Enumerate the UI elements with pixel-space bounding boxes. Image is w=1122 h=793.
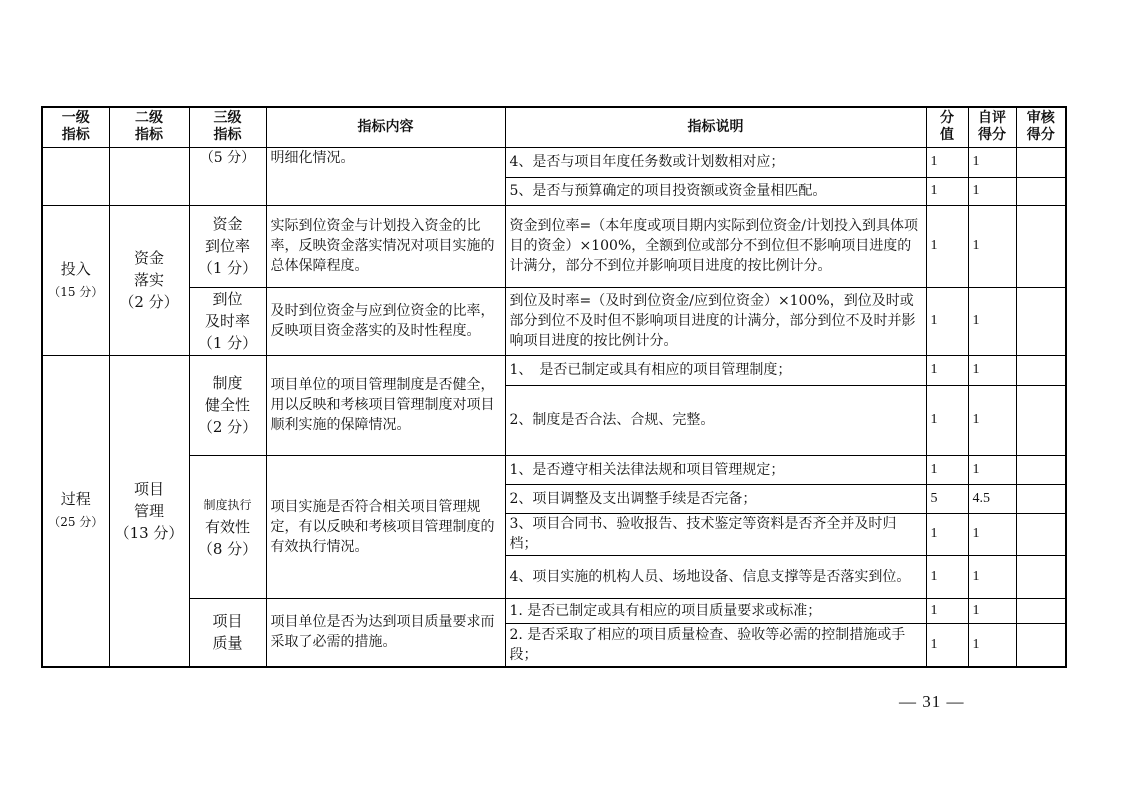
input-level1-score: （15 分） (48, 284, 104, 299)
input-level1-name: 投入 (60, 259, 91, 278)
audit-score-cell (1016, 287, 1066, 355)
cont-content-cell (266, 147, 505, 205)
cont-level2-cell (109, 147, 189, 205)
header-level2: 二级 指标 (109, 107, 189, 147)
description-cell: 2、制度是否合法、合规、完整。 (505, 385, 926, 455)
level3-name: 有效性 (204, 518, 250, 536)
input-level2-cell (109, 205, 189, 355)
cont-level1-cell (42, 147, 109, 205)
level3-score: （1 分） (197, 334, 258, 352)
level3-cell (189, 205, 266, 287)
level3-name: 资金 到位率 (204, 215, 250, 255)
table-row (42, 205, 1066, 287)
self-score-cell: 1 (968, 177, 1016, 205)
process-level1-cell (42, 355, 109, 667)
cont-level3-score: （5 分） (199, 149, 256, 166)
process-level2-cell (109, 355, 189, 667)
description-cell: 3、项目合同书、验收报告、技术鉴定等资料是否齐全并及时归档； (505, 513, 926, 555)
self-score-cell: 1 (968, 287, 1016, 355)
header-score: 分 值 (926, 107, 968, 147)
audit-score-cell (1016, 205, 1066, 287)
level3-name: 到位 及时率 (204, 290, 250, 330)
process-level2-score: （13 分） (114, 523, 184, 542)
header-row (42, 107, 1066, 147)
content-cell: 项目实施是否符合相关项目管理规定，有以反映和考核项目管理制度的有效执行情况。 (266, 455, 505, 598)
audit-score-cell (1016, 177, 1066, 205)
score-cell: 1 (926, 177, 968, 205)
input-level1-cell (42, 205, 109, 355)
content-cell: 实际到位资金与计划投入资金的比率，反映资金落实情况对项目实施的总体保障程度。 (266, 205, 505, 287)
score-cell: 5 (926, 484, 968, 513)
header-description: 指标说明 (505, 107, 926, 147)
level3-score: （1 分） (197, 259, 258, 277)
description-cell: 4、是否与项目年度任务数或计划数相对应； (505, 147, 926, 177)
audit-score-cell (1016, 484, 1066, 513)
score-cell: 1 (926, 287, 968, 355)
description-cell: 资金到位率=（本年度或项目期内实际到位资金/计划投入到具体项目的资金）×100%，全额到位或部分不到位但不影响项目进度的计满分，部分不到位并影响项目进度的按比例计分。 (505, 205, 926, 287)
self-score-cell: 1 (968, 385, 1016, 455)
score-cell: 1 (926, 205, 968, 287)
audit-score-cell (1016, 623, 1066, 667)
header-content: 指标内容 (266, 107, 505, 147)
table-row (42, 355, 1066, 385)
table-row (42, 598, 1066, 623)
table-row (42, 147, 1066, 177)
description-cell: 1. 是否已制定或具有相应的项目质量要求或标准； (505, 598, 926, 623)
page-number: — 31 — (899, 692, 965, 711)
process-level2-name: 项目 管理 (133, 479, 164, 520)
self-score-cell: 1 (968, 598, 1016, 623)
level3-small-label: 制度执行 (203, 498, 252, 512)
score-cell: 1 (926, 455, 968, 484)
audit-score-cell (1016, 598, 1066, 623)
self-score-cell: 4.5 (968, 484, 1016, 513)
header-audit-score: 审核 得分 (1016, 107, 1066, 147)
process-level1-name: 过程 (60, 490, 91, 509)
description-cell: 1、 是否已制定或具有相应的项目管理制度； (505, 355, 926, 385)
header-level1: 一级 指标 (42, 107, 109, 147)
description-cell: 5、是否与预算确定的项目投资额或资金量相匹配。 (505, 177, 926, 205)
self-score-cell: 1 (968, 205, 1016, 287)
self-score-cell: 1 (968, 455, 1016, 484)
audit-score-cell (1016, 385, 1066, 455)
level3-name: 制度 健全性 (204, 374, 250, 414)
level3-score: （2 分） (197, 418, 258, 436)
description-cell: 2、项目调整及支出调整手续是否完备； (505, 484, 926, 513)
description-cell: 4、项目实施的机构人员、场地设备、信息支撑等是否落实到位。 (505, 555, 926, 598)
self-score-cell: 1 (968, 623, 1016, 667)
level3-cell (189, 455, 266, 598)
table-row (42, 455, 1066, 484)
description-cell: 2. 是否采取了相应的项目质量检查、验收等必需的控制措施或手段； (505, 623, 926, 667)
cont-content: 明细化情况。 (270, 149, 355, 166)
self-score-cell: 1 (968, 555, 1016, 598)
description-cell: 到位及时率=（及时到位资金/应到位资金）×100%，到位及时或部分到位不及时但不影响项目进度的计满分，部分到位不及时并影响项目进度的按比例计分。 (505, 287, 926, 355)
process-level1-score: （25 分） (48, 515, 104, 530)
self-score-cell: 1 (968, 147, 1016, 177)
self-score-cell: 1 (968, 355, 1016, 385)
self-score-cell: 1 (968, 513, 1016, 555)
score-cell: 1 (926, 623, 968, 667)
audit-score-cell (1016, 455, 1066, 484)
content-cell: 项目单位是否为达到项目质量要求而采取了必需的措施。 (266, 598, 505, 667)
audit-score-cell (1016, 513, 1066, 555)
score-cell: 1 (926, 147, 968, 177)
input-level2-score: （2 分） (119, 293, 179, 311)
content-cell: 项目单位的项目管理制度是否健全，用以反映和考核项目管理制度对项目顺利实施的保障情况。 (266, 355, 505, 455)
evaluation-table (41, 106, 1067, 668)
level3-score: （8 分） (197, 540, 258, 558)
level3-cell: 项目 质量 (189, 598, 266, 667)
score-cell: 1 (926, 555, 968, 598)
score-cell: 1 (926, 598, 968, 623)
description-cell: 1、是否遵守相关法律法规和项目管理规定； (505, 455, 926, 484)
score-cell: 1 (926, 385, 968, 455)
score-cell: 1 (926, 513, 968, 555)
cont-level3-cell (189, 147, 266, 205)
audit-score-cell (1016, 555, 1066, 598)
audit-score-cell (1016, 355, 1066, 385)
level3-cell (189, 287, 266, 355)
score-cell: 1 (926, 355, 968, 385)
level3-cell (189, 355, 266, 455)
header-level3: 三级 指标 (189, 107, 266, 147)
header-self-score: 自评 得分 (968, 107, 1016, 147)
audit-score-cell (1016, 147, 1066, 177)
content-cell: 及时到位资金与应到位资金的比率，反映项目资金落实的及时性程度。 (266, 287, 505, 355)
table-row (42, 287, 1066, 355)
input-level2-name: 资金 落实 (133, 249, 164, 289)
